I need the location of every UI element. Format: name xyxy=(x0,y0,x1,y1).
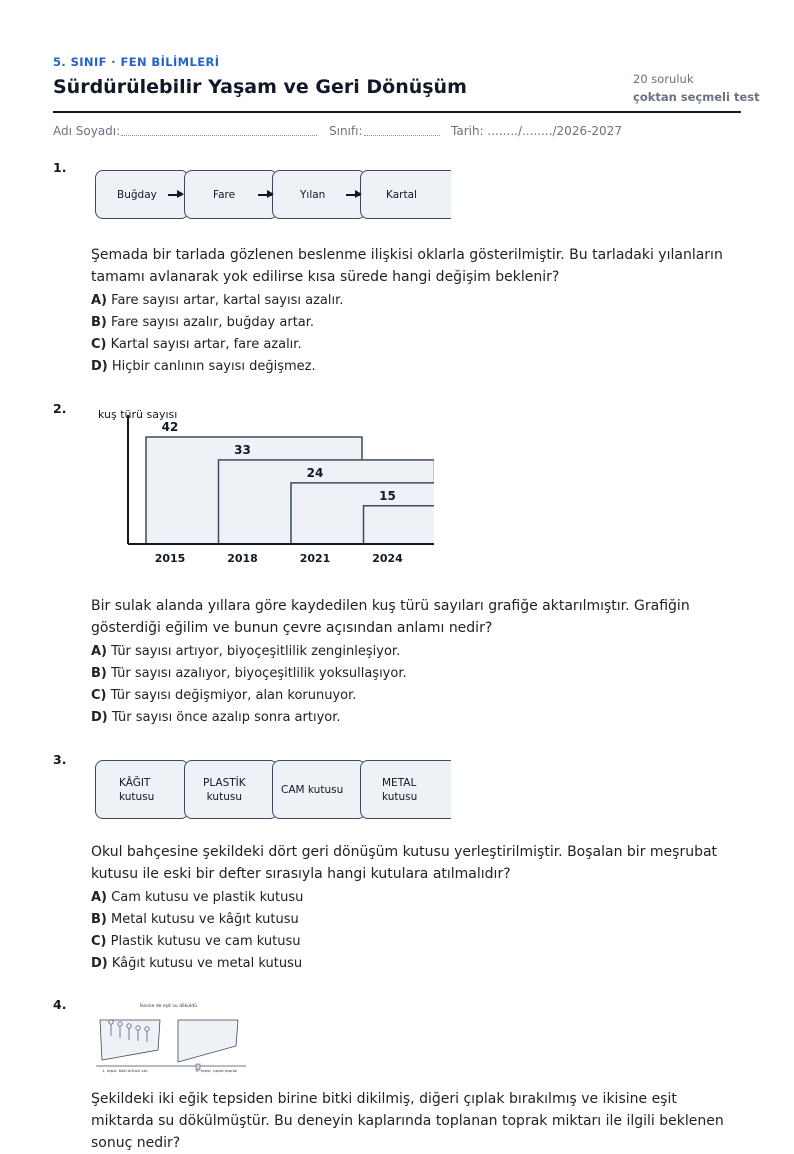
answer-option[interactable]: C) Plastik kutusu ve cam kutusu xyxy=(91,934,301,949)
date-field[interactable]: Tarih: ......../......../2026-2027 xyxy=(451,124,622,138)
tray2-label: 2. tepsi: çıplak toprak xyxy=(196,1068,238,1073)
class-label: Sınıfı: xyxy=(329,124,363,138)
tray1-label: 1. tepsi: bitki örtüsü var xyxy=(102,1068,148,1073)
x-tick-label: 2018 xyxy=(227,552,258,565)
question-stem: Şemada bir tarlada gözlenen beslenme ilişkisi oklarla gösterilmiştir. Bu tarladaki yılanların tamamı avlanarak yok edilirse kısa sürede hangi değişim beklenir? xyxy=(91,247,723,285)
answer-option[interactable]: A) Cam kutusu ve plastik kutusu xyxy=(91,890,304,905)
food-chain-box: Fare xyxy=(184,170,278,219)
figure-caption: İkisine de eşit su döküldü xyxy=(140,1004,197,1009)
answer-option[interactable]: D) Hiçbir canlının sayısı değişmez. xyxy=(91,359,316,374)
test-type: çoktan seçmeli test xyxy=(633,90,760,104)
recycling-bin-glass: CAM kutusu xyxy=(272,760,366,819)
data-label: 42 xyxy=(161,420,179,434)
food-chain-box: Yılan xyxy=(272,170,366,219)
answer-option[interactable]: C) Tür sayısı değişmiyor, alan korunuyor. xyxy=(91,688,357,703)
answer-option[interactable]: A) Fare sayısı artar, kartal sayısı azalır. xyxy=(91,293,344,308)
arrow-right-icon xyxy=(168,194,182,196)
question-stem: Şekildeki iki eğik tepsiden birine bitki dikilmiş, diğeri çıplak bırakılmış ve ikisine eşit miktarda su dökülmüştür. Bu deneyin kaplarında toplanan toprak miktarı ile ilgili beklenen sonuç nedir? xyxy=(91,1091,724,1151)
bare-soil-tray xyxy=(178,1020,238,1062)
recycling-bin-paper: KÂĞIT kutusu xyxy=(95,760,189,819)
name-field[interactable] xyxy=(121,135,317,136)
class-field[interactable] xyxy=(364,135,440,136)
food-chain-box: Kartal xyxy=(360,170,451,219)
answer-option[interactable]: A) Tür sayısı artıyor, biyoçeşitlilik zenginleşiyor. xyxy=(91,644,401,659)
tray-with-plants xyxy=(100,1020,160,1060)
question-number: 3. xyxy=(53,752,67,767)
question-number: 4. xyxy=(53,997,67,1012)
question-stem: Okul bahçesine şekildeki dört geri dönüşüm kutusu yerleştirilmiştir. Boşalan bir meşrubat kutusu ile eski bir defter sırasıyla hangi kutulara atılmalıdır? xyxy=(91,844,718,882)
bird-species-chart xyxy=(91,405,436,575)
data-label: 33 xyxy=(234,442,251,457)
data-label: 15 xyxy=(379,488,396,503)
erosion-experiment-figure xyxy=(96,998,251,1078)
x-tick-label: 2015 xyxy=(154,552,186,565)
recycling-bin-plastic: PLASTİK kutusu xyxy=(184,760,278,819)
answer-option[interactable]: B) Tür sayısı azalıyor, biyoçeşitlilik yoksullaşıyor. xyxy=(91,666,407,681)
answer-option[interactable]: B) Metal kutusu ve kâğıt kutusu xyxy=(91,912,299,927)
name-label: Adı Soyadı: xyxy=(53,124,121,138)
food-chain-box: Buğday xyxy=(95,170,189,219)
question-number: 2. xyxy=(53,401,67,416)
header-divider xyxy=(53,111,741,113)
bar-2024 xyxy=(364,506,580,544)
x-tick-label: 2024 xyxy=(372,552,403,565)
question-count: 20 soruluk xyxy=(633,72,694,86)
y-axis-label: kuş türü sayısı xyxy=(98,408,178,421)
page-title: Sürdürülebilir Yaşam ve Geri Dönüşüm xyxy=(53,76,467,98)
question-number: 1. xyxy=(53,160,67,175)
recycling-bin-metal: METAL kutusu xyxy=(360,760,451,819)
arrow-right-icon xyxy=(258,194,272,196)
answer-option[interactable]: C) Kartal sayısı artar, fare azalır. xyxy=(91,337,302,352)
subject-label: 5. SINIF · FEN BİLİMLERİ xyxy=(53,55,220,69)
question-stem: Bir sulak alanda yıllara göre kaydedilen kuş türü sayıları grafiğe aktarılmıştır. Grafiğin gösterdiği eğilim ve bunun çevre açısından anlamı nedir? xyxy=(91,598,690,636)
x-tick-label: 2021 xyxy=(299,552,331,565)
arrow-right-icon xyxy=(346,194,360,196)
answer-option[interactable]: D) Tür sayısı önce azalıp sonra artıyor. xyxy=(91,710,341,725)
answer-option[interactable]: D) Kâğıt kutusu ve metal kutusu xyxy=(91,956,303,971)
data-label: 24 xyxy=(306,465,324,480)
answer-option[interactable]: B) Fare sayısı azalır, buğday artar. xyxy=(91,315,315,330)
